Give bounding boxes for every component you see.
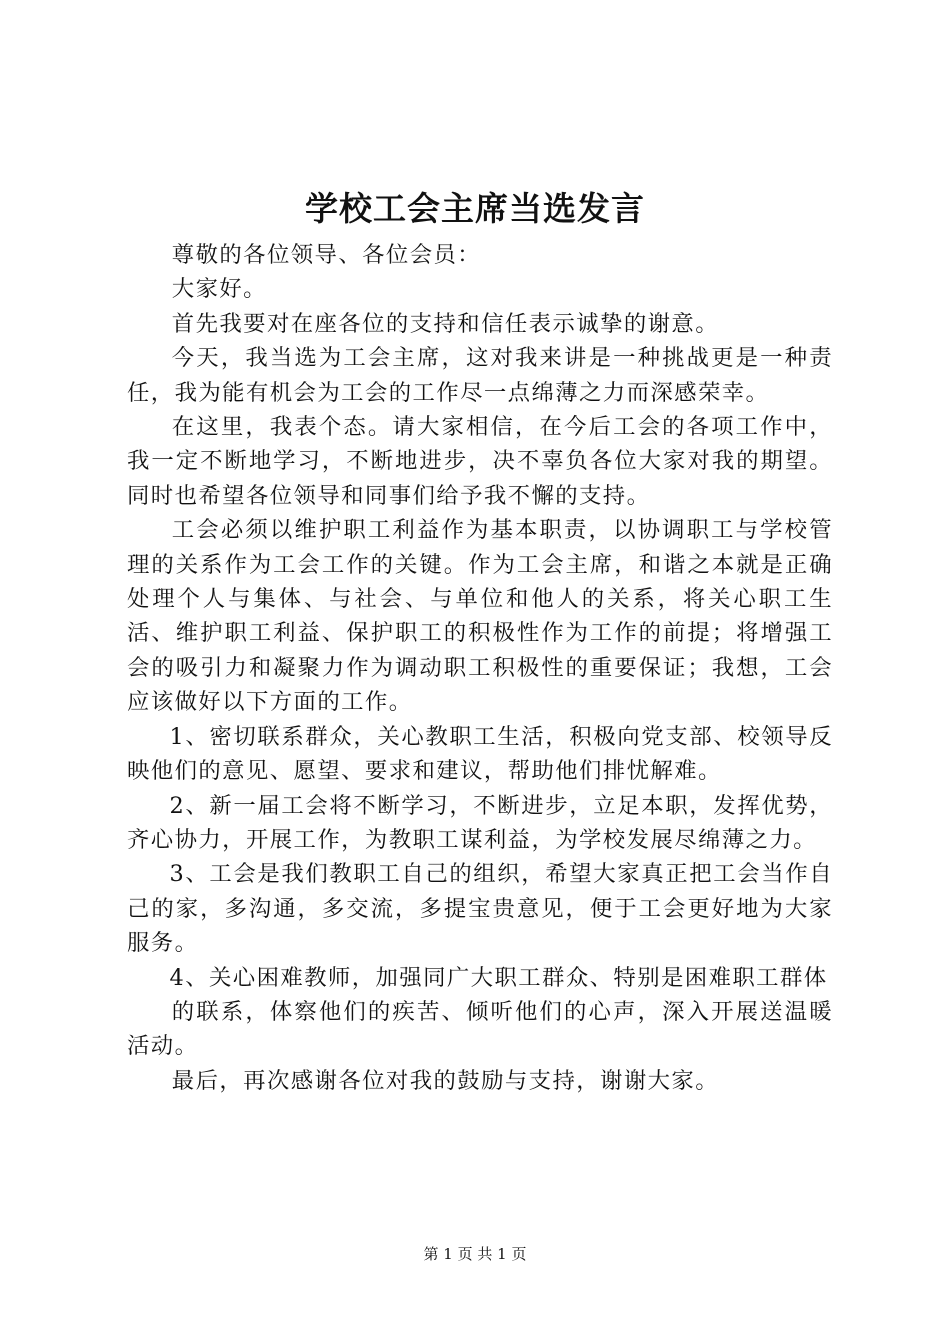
page-number-footer: 第 1 页 共 1 页 xyxy=(423,1245,527,1263)
document-title: 学校工会主席当选发言 xyxy=(305,189,645,228)
paragraph-elected: 今天，我当选为工会主席，这对我来讲是一种挑战更是一种责任，我为能有机会为工会的工作尽一点绵薄之力而深感荣幸。 xyxy=(127,345,833,406)
list-item-2: 2、新一届工会将不断学习，不断进步，立足本职，发挥优势，齐心协力，开展工作，为教职工谋利益，为学校发展尽绵薄之力。 xyxy=(127,792,833,853)
greeting: 大家好。 xyxy=(171,276,267,303)
paragraph-duties: 工会必须以维护职工利益作为基本职责，以协调职工与学校管理的关系作为工会工作的关键。作为工会主席，和谐之本就是正确处理个人与集体、与社会、与单位和他人的关系，将关心职工生活、维护职工利益、保护职工的积极性作为工作的前提；将增强工会的吸引力和凝聚力作为调动职工积极性的重要保证；我想，工会应该做好以下方面的工作。 xyxy=(127,517,833,716)
closing-remarks: 最后，再次感谢各位对我的鼓励与支持，谢谢大家。 xyxy=(171,1067,719,1094)
salutation: 尊敬的各位领导、各位会员： xyxy=(171,242,482,268)
paragraph-commitment: 在这里，我表个态。请大家相信，在今后工会的各项工作中，我一定不断地学习，不断地进步，决不辜负各位大家对我的期望。同时也希望各位领导和同事们给予我不懈的支持。 xyxy=(127,414,833,509)
list-item-3: 3、工会是我们教职工自己的组织，希望大家真正把工会当作自己的家，多沟通，多交流，多提宝贵意见，便于工会更好地为大家服务。 xyxy=(127,861,833,957)
paragraph-thanks: 首先我要对在座各位的支持和信任表示诚挚的谢意。 xyxy=(171,310,719,337)
document-body xyxy=(127,238,833,1098)
list-item-4-continued: 的联系，体察他们的疾苦、倾听他们的心声，深入开展送温暖活动。 xyxy=(127,998,833,1060)
list-item-1: 1、密切联系群众，关心教职工生活，积极向党支部、校领导反映他们的意见、愿望、要求和建议，帮助他们排忧解难。 xyxy=(127,723,833,785)
list-item-4: 4、关心困难教师，加强同广大职工群众、特别是困难职工群体 xyxy=(169,964,828,991)
